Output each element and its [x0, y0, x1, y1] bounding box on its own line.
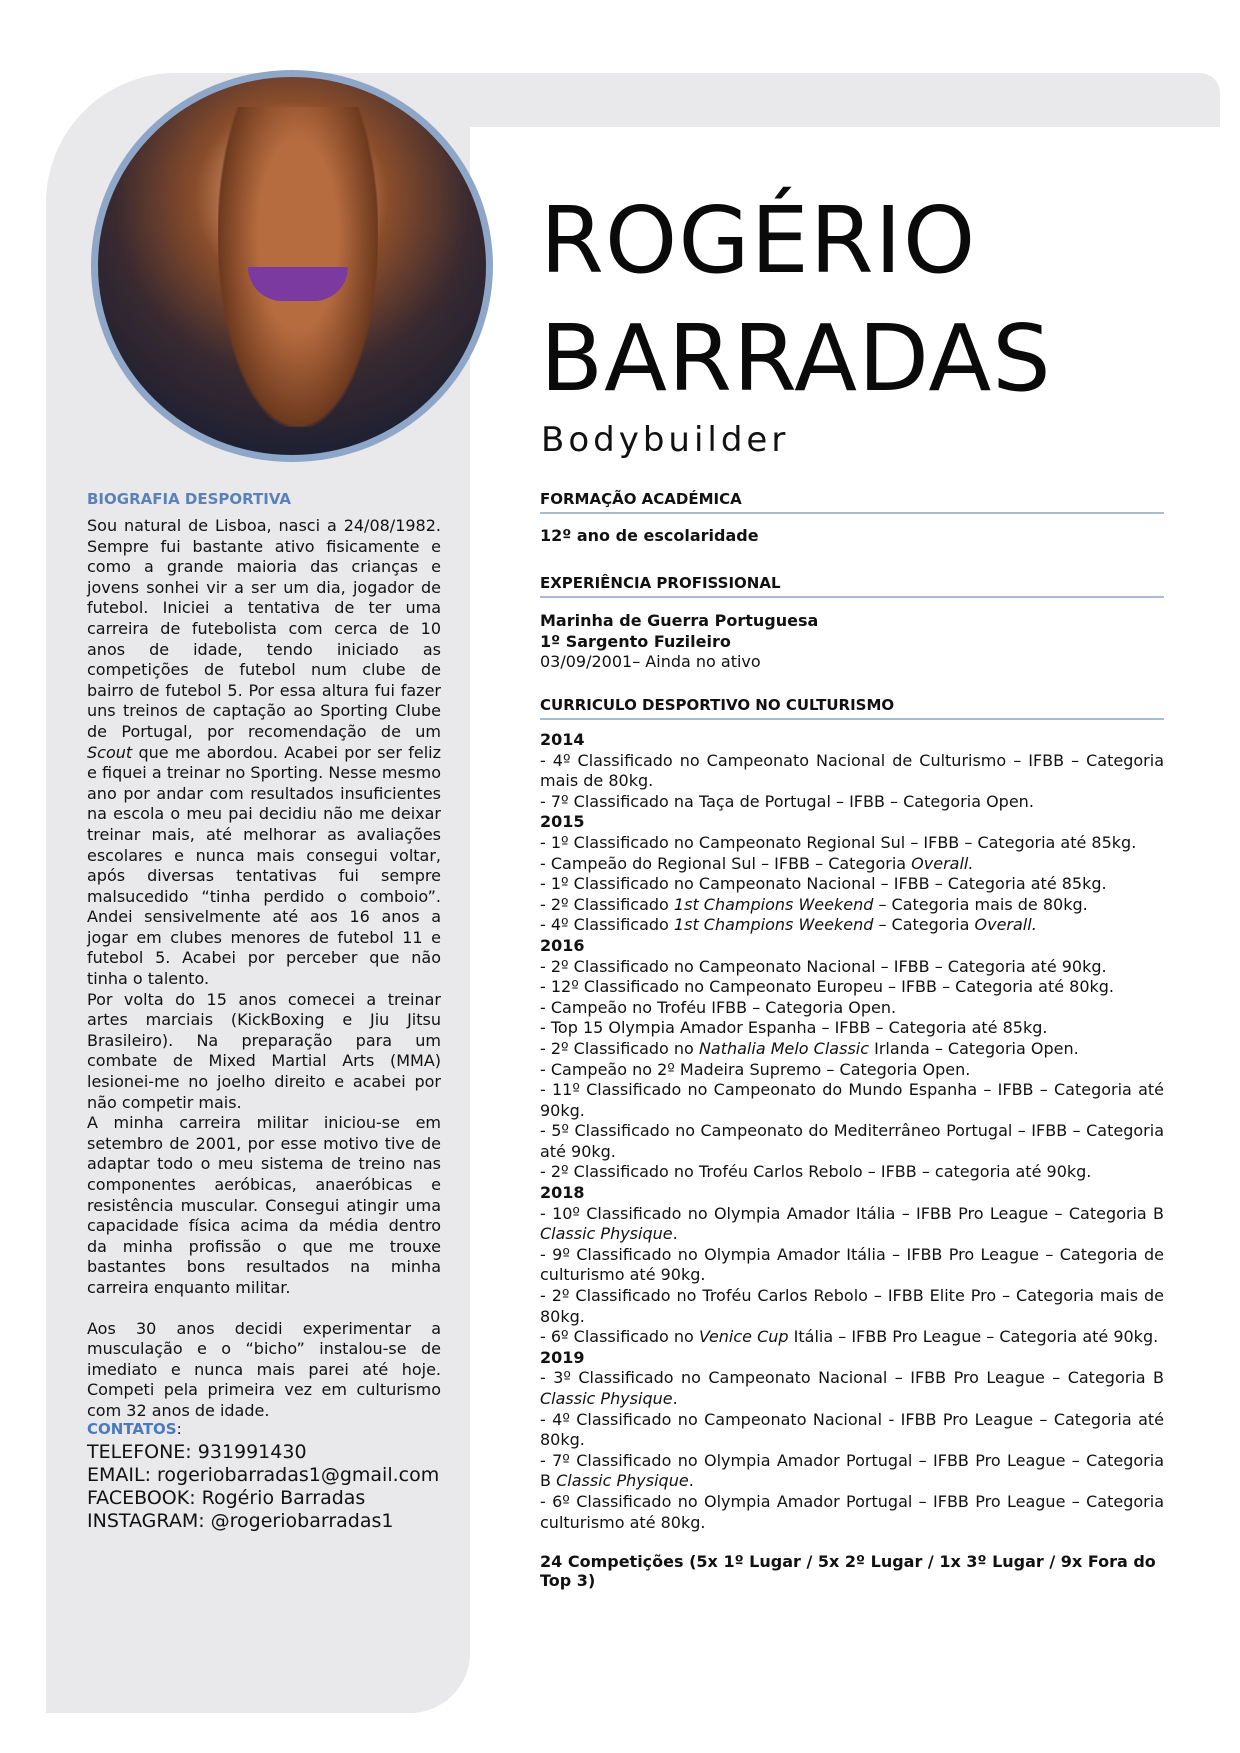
experience-org: Marinha de Guerra Portuguesa [540, 611, 819, 630]
cv-title: CURRICULO DESPORTIVO NO CULTURISMO [540, 696, 1164, 720]
cv-year: 2016 [540, 935, 585, 955]
cv-entry: - 9º Classificado no Olympia Amador Itália – IFBB Pro League – Categoria de culturismo até 90kg. [540, 1244, 1164, 1285]
contact-instagram[interactable]: INSTAGRAM: @rogeriobarradas1 [87, 1510, 394, 1532]
cv-year: 2019 [540, 1347, 585, 1367]
cv-entry: - 4º Classificado no Campeonato Nacional de Culturismo – IFBB – Categoria mais de 80kg. [540, 750, 1164, 791]
education-value: 12º ano de escolaridade [540, 526, 759, 545]
cv-entry: - Campeão do Regional Sul – IFBB – Categoria Overall. [540, 853, 974, 873]
cv-entry: - 4º Classificado no Campeonato Nacional - IFBB Pro League – Categoria até 80kg. [540, 1409, 1164, 1450]
cv-entry: - 7º Classificado na Taça de Portugal – IFBB – Categoria Open. [540, 791, 1034, 811]
cv-entry: - 6º Classificado no Olympia Amador Portugal – IFBB Pro League – Categoria culturismo até 80kg. [540, 1491, 1164, 1532]
first-name: ROGÉRIO [540, 187, 977, 294]
bio-p4: Aos 30 anos decidi experimentar a musculação e o “bicho” instalou-se de imediato e nunca mais parei até hoje. Competi pela primeira vez em culturismo com 32 anos de idade. [87, 1318, 441, 1420]
cv-entry: - 12º Classificado no Campeonato Europeu – IFBB – Categoria até 80kg. [540, 977, 1115, 997]
last-name: BARRADAS [540, 305, 1052, 412]
cv-entry: - 2º Classificado no Campeonato Nacional – IFBB – Categoria até 90kg. [540, 956, 1107, 976]
cv-year: 2014 [540, 730, 585, 749]
bio-text [87, 516, 441, 1422]
cv-entry: - Campeão no 2º Madeira Supremo – Categoria Open. [540, 1059, 971, 1079]
bio-p2: Por volta do 15 anos comecei a treinar artes marciais (KickBoxing e Jiu Jitsu Brasileiro). Na preparação para um combate de Mixed Martial Arts (MMA) lesionei-me no joelho direito e acabei por não competir mais. [87, 989, 441, 1112]
experience-entry [540, 611, 1164, 673]
header-band [440, 73, 1220, 127]
cv-year: 2015 [540, 812, 585, 832]
contact-phone[interactable]: TELEFONE: 931991430 [87, 1441, 307, 1463]
experience-rank: 1º Sargento Fuzileiro [540, 631, 731, 651]
role-subtitle: Bodybuilder [541, 420, 790, 460]
education-title: FORMAÇÃO ACADÉMICA [540, 490, 1164, 514]
cv-entry: - 4º Classificado 1st Champions Weekend – Categoria Overall. [540, 915, 1037, 935]
bio-p3: A minha carreira militar iniciou-se em setembro de 2001, por esse motivo tive de adaptar todo o meu sistema de treino nas componentes aeróbicas, anaeróbicas e resistência muscular. Consegui atingir uma capacidade física acima da média dentro da minha profissão o que me trouxe bastantes bons resultados na minha carreira enquanto militar. [87, 1113, 441, 1297]
bio-p1b: que me abordou. Acabei por ser feliz e fiquei a treinar no Sporting. Nesse mesmo ano por andar com resultados insuficientes na escola o meu pai decidiu não me deixar treinar mais, até melhorar as avaliações escolares e nunca mais consegui voltar, após diversas tentativas fui sempre malsucedido “tinha perdido o comboio”. Andei sensivelmente até aos 16 anos a jogar em clubes menores de futebol 11 e futebol 5. Acabei por perceber que não tinha o talento. [87, 742, 441, 989]
cv-entry: - 1º Classificado no Campeonato Regional Sul – IFBB – Categoria até 85kg. [540, 832, 1137, 852]
contact-facebook[interactable]: FACEBOOK: Rogério Barradas [87, 1487, 366, 1509]
cv-entry: - 2º Classificado 1st Champions Weekend – Categoria mais de 80kg. [540, 894, 1088, 914]
cv-entry: - 2º Classificado no Troféu Carlos Rebolo – IFBB – categoria até 90kg. [540, 1162, 1092, 1182]
full-name [540, 182, 1200, 418]
cv-list [540, 730, 1164, 1533]
cv-entry: - Top 15 Olympia Amador Espanha – IFBB – Categoria até 85kg. [540, 1018, 1048, 1038]
cv-entry: - 2º Classificado no Troféu Carlos Rebolo – IFBB Elite Pro – Categoria mais de 80kg. [540, 1286, 1164, 1326]
cv-entry: - 10º Classificado no Olympia Amador Itália – IFBB Pro League – Categoria B Classic Physique. [540, 1203, 1164, 1244]
experience-title: EXPERIÊNCIA PROFISSIONAL [540, 574, 1164, 598]
bio-scout: Scout [87, 742, 133, 762]
cv-year: 2018 [540, 1183, 585, 1203]
cv-entry: - 5º Classificado no Campeonato do Mediterrâneo Portugal – IFBB – Categoria até 90kg. [540, 1121, 1164, 1161]
cv-entry: - 11º Classificado no Campeonato do Mundo Espanha – IFBB – Categoria até 90kg. [540, 1080, 1164, 1120]
contact-email[interactable]: EMAIL: rogeriobarradas1@gmail.com [87, 1464, 440, 1486]
contacts-block [87, 1418, 447, 1533]
contacts-title: CONTATOS: [87, 1420, 182, 1438]
bio-p1a: Sou natural de Lisboa, nasci a 24/08/1982. Sempre fui bastante ativo fisicamente e como a grande maioria das crianças e jovens sonhei vir a ser um dia, jogador de futebol. Iniciei a tentativa de ter uma carreira de futebolista com cerca de 10 anos de idade, tendo iniciado as competições de futebol num clube de bairro de futebol 5. Por essa altura fui fazer uns treinos de captação ao Sporting Clube de Portugal, por recomendação de um [87, 516, 441, 741]
cv-entry: - 6º Classificado no Venice Cup Itália – IFBB Pro League – Categoria até 90kg. [540, 1327, 1159, 1347]
cv-entry: - 1º Classificado no Campeonato Nacional – IFBB – Categoria até 85kg. [540, 874, 1107, 894]
competition-total: 24 Competições (5x 1º Lugar / 5x 2º Lugar / 1x 3º Lugar / 9x Fora do Top 3) [540, 1552, 1156, 1590]
experience-dates: 03/09/2001– Ainda no ativo [540, 652, 761, 672]
bio-title: BIOGRAFIA DESPORTIVA [87, 490, 292, 508]
cv-entry: - Campeão no Troféu IFBB – Categoria Open. [540, 997, 897, 1017]
profile-photo [91, 70, 493, 462]
cv-entry: - 3º Classificado no Campeonato Nacional – IFBB Pro League – Categoria B Classic Physique. [540, 1368, 1164, 1408]
cv-entry: - 2º Classificado no Nathalia Melo Classic Irlanda – Categoria Open. [540, 1038, 1079, 1058]
cv-entry: - 7º Classificado no Olympia Amador Portugal – IFBB Pro League – Categoria B Classic Physique. [540, 1450, 1164, 1491]
